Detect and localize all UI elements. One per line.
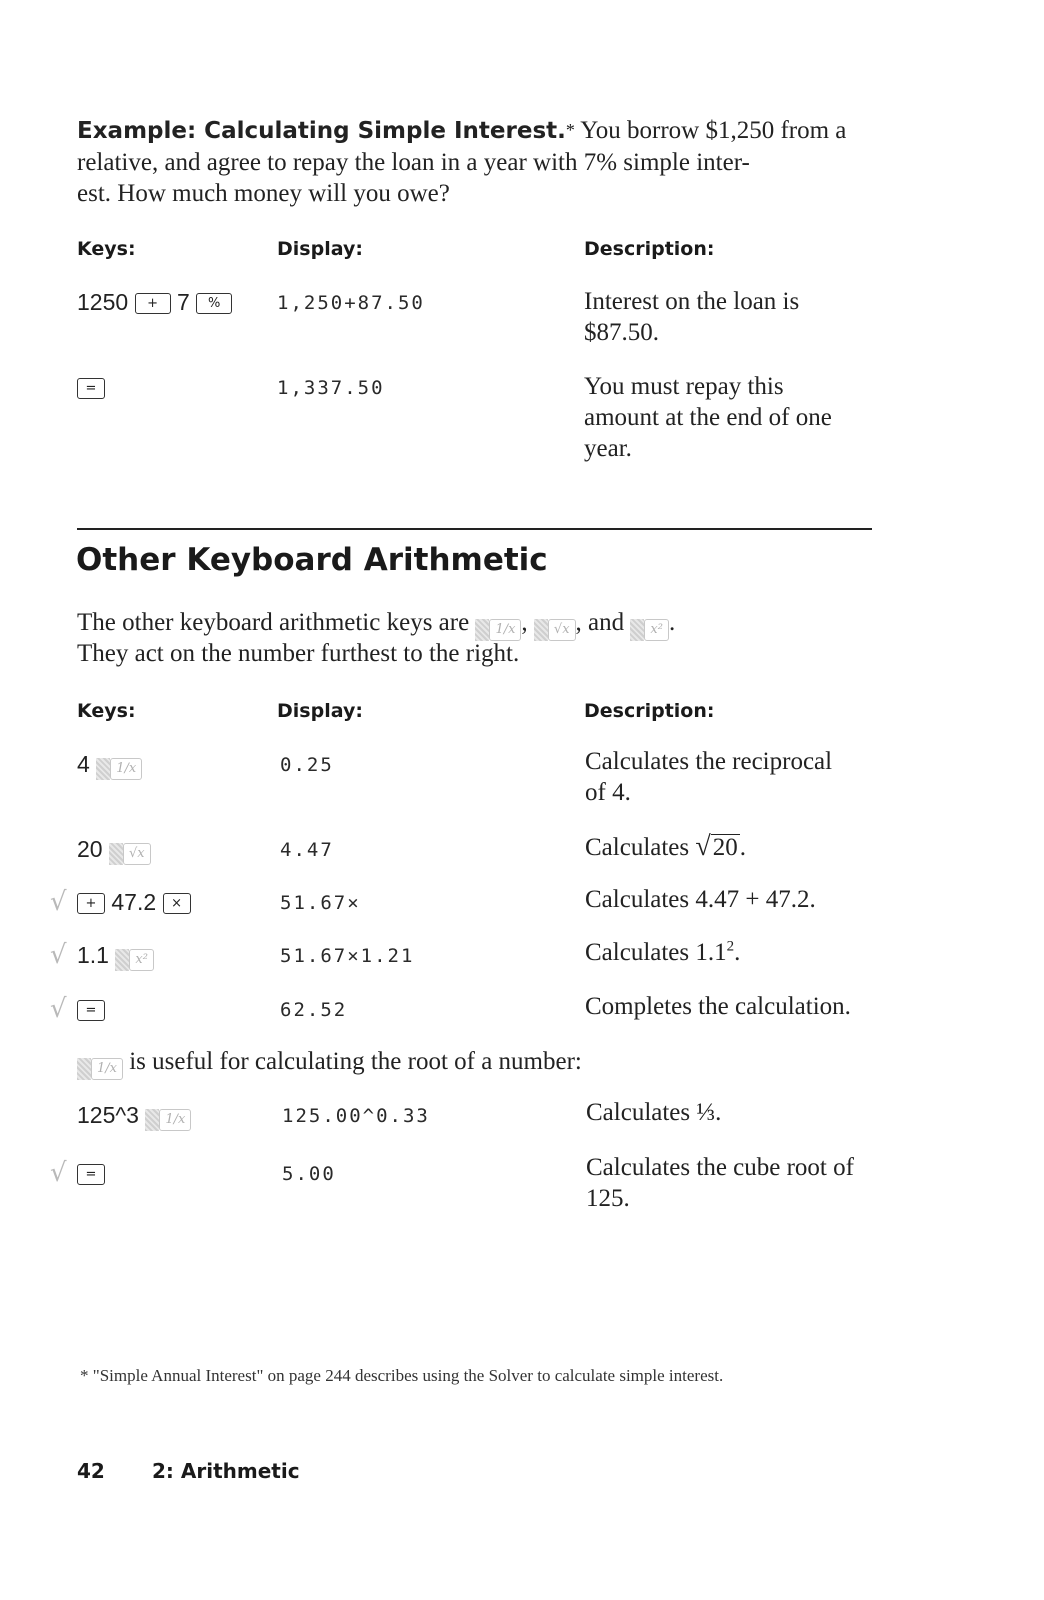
reciprocal-key: 1/x — [96, 754, 142, 777]
display-header: Display: — [277, 238, 363, 260]
plus-key: + — [77, 893, 105, 914]
table2-row4-description: Calculates $1.1^2$. — [585, 938, 741, 966]
reciprocal-key: 1/x — [145, 1105, 191, 1128]
table1-row2-keys — [77, 374, 105, 401]
description-header-2: Description: — [584, 700, 715, 722]
example-line-2: relative, and agree to repay the loan in a year with 7% simple inter- — [77, 149, 750, 176]
table2-row1-keys: 4 1/x — [77, 751, 142, 778]
table1-row2-description: You must repay this amount at the end of one year. — [584, 373, 832, 462]
plus-key: + — [135, 293, 171, 314]
reciprocal-key: 1/x — [77, 1052, 123, 1075]
check-mark-icon: √ — [50, 887, 67, 917]
shift-shade — [115, 949, 129, 971]
section-intro: The other keyboard arithmetic keys are 1/x , √x , and x² . They act on the number furthest to the right. — [77, 609, 676, 667]
check-mark-icon: √ — [50, 1158, 67, 1188]
table2-row3-keys: + 47.2 × — [77, 889, 191, 916]
equals-key: = — [77, 1164, 105, 1185]
table2-row1-description: Calculates the reciprocal of 4. — [585, 748, 833, 806]
description-header: Description: — [584, 238, 715, 260]
reciprocal-key: 1/x — [475, 613, 521, 636]
table1-row2-display: 1,337.50 — [277, 377, 385, 399]
radicand: 20 — [712, 834, 738, 861]
section-rule — [77, 528, 872, 530]
square-root-key: √x — [534, 613, 576, 636]
example-line-1: You borrow $1,250 from a — [580, 117, 847, 144]
table2-row2-keys: 20 √x — [77, 836, 151, 863]
table2-row2-display: 4.47 — [280, 839, 334, 861]
table2-row4-display: 51.67×1.21 — [280, 945, 415, 967]
intro-text-2: They act on the number furthest to the right. — [77, 640, 520, 667]
table1-row1-keys — [77, 289, 232, 316]
table3-row1-keys: 125^3 1/x — [77, 1102, 191, 1129]
display-header-2: Display: — [277, 700, 363, 722]
page-number: 42 — [77, 1459, 105, 1483]
example-line-3: est. How much money will you owe? — [77, 180, 450, 207]
table2-row5-keys — [77, 996, 105, 1023]
section-title: Other Keyboard Arithmetic — [76, 542, 548, 578]
square-key: x² — [115, 945, 154, 968]
table3-row1-display: 125.00^0.33 — [282, 1105, 430, 1127]
shift-shade — [145, 1109, 159, 1131]
square-key: x² — [630, 613, 669, 636]
example-paragraph — [77, 115, 897, 209]
shift-shade — [534, 619, 548, 641]
table3-row2-description: Calculates the cube root of 125. — [586, 1154, 854, 1212]
table2-row2-description: Calculates √20. — [585, 831, 747, 862]
table2-row3-description: Calculates 4.47 + 47.2. — [585, 886, 816, 913]
shift-shade — [475, 619, 489, 641]
table1-row1-description: Interest on the loan is $87.50. — [584, 288, 800, 346]
footnote: * "Simple Annual Interest" on page 244 describes using the Solver to calculate simple interest. — [80, 1366, 724, 1385]
footnote-marker: * — [565, 120, 575, 140]
intro-text: The other keyboard arithmetic keys are — [77, 609, 470, 636]
check-mark-icon: √ — [50, 940, 67, 970]
radical-sign: √ — [695, 831, 711, 862]
chapter-title: 2: Arithmetic — [152, 1459, 300, 1483]
table2-row5-description: Completes the calculation. — [585, 993, 851, 1020]
table2-row5-display: 62.52 — [280, 999, 348, 1021]
root-note-text: is useful for calculating the root of a number: — [129, 1048, 582, 1075]
table3-row2-display: 5.00 — [282, 1163, 336, 1185]
equals-key: = — [77, 378, 105, 399]
keystroke-number: 1250 — [77, 289, 129, 315]
keys-header-2: Keys: — [77, 700, 136, 722]
table1-row1-display: 1,250+87.50 — [277, 292, 425, 314]
root-note — [77, 1046, 897, 1077]
keys-header: Keys: — [77, 238, 136, 260]
percent-key: % — [196, 293, 232, 314]
table2-row3-display: 51.67× — [280, 892, 361, 914]
table3-row2-keys — [77, 1160, 105, 1187]
shift-shade — [77, 1058, 91, 1080]
check-mark-icon: √ — [50, 994, 67, 1024]
shift-shade — [109, 843, 123, 865]
table2-row1-display: 0.25 — [280, 754, 334, 776]
shift-shade — [96, 758, 110, 780]
keystroke-number: 7 — [176, 289, 190, 315]
square-root-key: √x — [109, 839, 151, 862]
table3-row1-description: Calculates ⅓. — [586, 1099, 722, 1126]
shift-shade — [630, 619, 644, 641]
table2-row4-keys: 1.1 x² — [77, 942, 154, 969]
multiply-key: × — [163, 893, 191, 914]
equals-key: = — [77, 1000, 105, 1021]
example-label: Example: Calculating Simple Interest. — [77, 118, 566, 144]
